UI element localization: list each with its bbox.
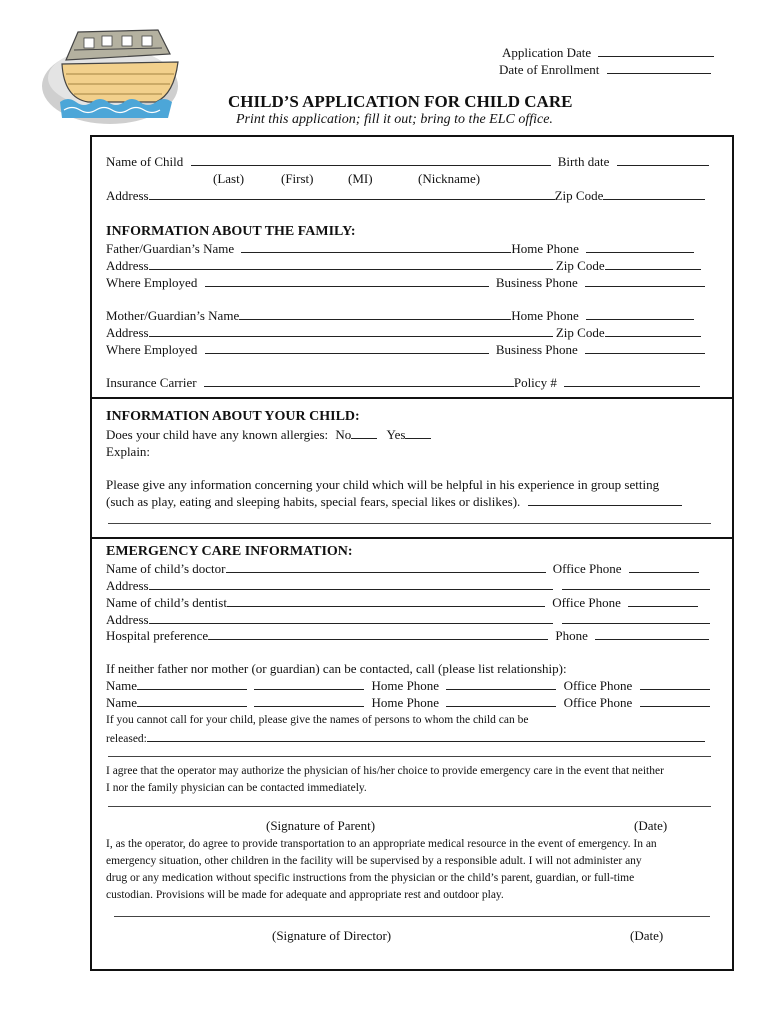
explain-label: Explain: xyxy=(106,444,151,459)
director-signature-label: (Signature of Director) xyxy=(272,928,392,943)
info-field[interactable] xyxy=(106,494,682,510)
parent-signature-label: (Signature of Parent) xyxy=(266,818,376,833)
address-label: Address xyxy=(106,258,149,273)
info-text: Please give any information concerning your child which will be helpful in his experience in group setting xyxy=(106,477,660,492)
enrollment-date-label: Date of Enrollment xyxy=(499,62,600,77)
address-label: Address xyxy=(106,578,149,593)
operator-text: emergency situation, other children in the facility will be supervised by a responsible adult. I will not administer any xyxy=(106,855,642,867)
agreement-text: I nor the family physician can be contacted immediately. xyxy=(106,782,367,794)
address-label: Address xyxy=(106,612,149,627)
first-hint: (First) xyxy=(281,171,314,186)
child-name-label: Name of Child xyxy=(106,154,184,169)
zip-label: Zip Code xyxy=(554,188,604,203)
operator-text: drug or any medication without specific instructions from the physician or the child’s parent, guardian, or full-time xyxy=(106,872,635,884)
section-divider xyxy=(92,537,732,539)
hospital-field[interactable] xyxy=(106,628,709,644)
father-address-field[interactable] xyxy=(106,258,701,274)
father-employer-field[interactable] xyxy=(106,275,705,291)
application-date-field[interactable] xyxy=(502,45,714,61)
release-field[interactable] xyxy=(106,730,705,747)
release-label: released: xyxy=(106,733,147,745)
last-hint: (Last) xyxy=(213,171,245,186)
doctor-address-field[interactable] xyxy=(106,578,710,594)
contact-instructions: If neither father nor mother (or guardian) can be contacted, call (please list relationship): xyxy=(106,661,567,676)
section-divider xyxy=(92,397,732,399)
name-label: Name xyxy=(106,695,138,710)
date-label: (Date) xyxy=(634,818,668,833)
blank-line[interactable] xyxy=(108,756,711,757)
father-label: Father/Guardian’s Name xyxy=(106,241,235,256)
mother-name-field[interactable] xyxy=(106,308,694,324)
page-title: CHILD’S APPLICATION FOR CHILD CARE xyxy=(228,92,573,111)
name-label: Name xyxy=(106,678,138,693)
application-date-label: Application Date xyxy=(502,45,592,60)
business-phone-label: Business Phone xyxy=(495,342,578,357)
allergies-label: Does your child have any known allergies: xyxy=(106,427,329,442)
business-phone-label: Business Phone xyxy=(495,275,578,290)
child-info-heading: INFORMATION ABOUT YOUR CHILD: xyxy=(106,409,360,424)
mother-label: Mother/Guardian’s Name xyxy=(106,308,240,323)
child-address-field[interactable] xyxy=(106,188,705,204)
dentist-field[interactable] xyxy=(106,595,698,611)
home-phone-label: Home Phone xyxy=(511,241,579,256)
contact-row-1[interactable] xyxy=(106,678,710,694)
mother-employer-field[interactable] xyxy=(106,342,705,358)
address-label: Address xyxy=(106,188,149,203)
yes-label: Yes xyxy=(386,427,406,442)
zip-label: Zip Code xyxy=(555,258,605,273)
office-phone-label: Office Phone xyxy=(552,595,621,610)
date-label: (Date) xyxy=(630,928,664,943)
enrollment-date-field[interactable] xyxy=(499,62,711,78)
no-label: No xyxy=(335,427,352,442)
dentist-label: Name of child’s dentist xyxy=(106,595,227,610)
operator-text: I, as the operator, do agree to provide transportation to an appropriate medical resource in the event of emergency. In an xyxy=(106,838,657,850)
dentist-address-field[interactable] xyxy=(106,612,710,628)
home-phone-label: Home Phone xyxy=(371,695,440,710)
home-phone-label: Home Phone xyxy=(371,678,440,693)
family-heading: INFORMATION ABOUT THE FAMILY: xyxy=(106,224,356,239)
blank-line[interactable] xyxy=(108,523,711,524)
info-text: (such as play, eating and sleeping habits, special fears, special likes or dislikes). xyxy=(106,494,521,509)
zip-label: Zip Code xyxy=(555,325,605,340)
agreement-text: I agree that the operator may authorize the physician of his/her choice to provide emergency care in the event that neither xyxy=(106,765,664,777)
child-name-field[interactable] xyxy=(106,154,709,170)
insurance-field[interactable] xyxy=(106,375,700,391)
mother-address-field[interactable] xyxy=(106,325,701,341)
nickname-hint: (Nickname) xyxy=(418,171,481,186)
employed-label: Where Employed xyxy=(106,275,198,290)
director-signature-line[interactable] xyxy=(114,916,710,917)
office-phone-label: Office Phone xyxy=(563,678,633,693)
office-phone-label: Office Phone xyxy=(552,561,622,576)
page-subtitle: Print this application; fill it out; bring to the ELC office. xyxy=(236,112,553,127)
doctor-field[interactable] xyxy=(106,561,699,577)
home-phone-label: Home Phone xyxy=(511,308,579,323)
contact-row-2[interactable] xyxy=(106,695,710,711)
insurance-label: Insurance Carrier xyxy=(106,375,197,390)
release-text: If you cannot call for your child, please give the names of persons to whom the child can be xyxy=(106,714,529,726)
emergency-heading: EMERGENCY CARE INFORMATION: xyxy=(106,544,353,559)
address-label: Address xyxy=(106,325,149,340)
operator-text: custodian. Provisions will be made for adequate and appropriate rest and outdoor play. xyxy=(106,889,504,901)
hospital-label: Hospital preference xyxy=(106,628,209,643)
birth-date-label: Birth date xyxy=(557,154,610,169)
allergies-field[interactable] xyxy=(106,427,431,443)
parent-signature-line[interactable] xyxy=(108,806,711,807)
doctor-label: Name of child’s doctor xyxy=(106,561,226,576)
office-phone-label: Office Phone xyxy=(563,695,633,710)
phone-label: Phone xyxy=(555,628,588,643)
father-name-field[interactable] xyxy=(106,241,694,257)
mi-hint: (MI) xyxy=(348,171,373,186)
employed-label: Where Employed xyxy=(106,342,198,357)
noahs-ark-icon xyxy=(38,14,184,128)
policy-label: Policy # xyxy=(513,375,557,390)
